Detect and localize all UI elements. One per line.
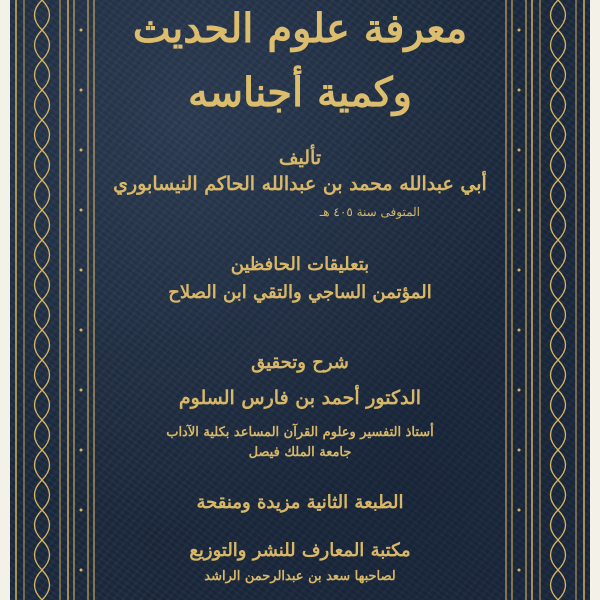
edition-statement: الطبعة الثانية مزيدة ومنقحة bbox=[196, 492, 404, 513]
cover-text bbox=[100, 0, 500, 600]
editor-name: الدكتور أحمد بن فارس السلوم bbox=[178, 387, 422, 409]
authored-by-label: تأليف bbox=[278, 147, 322, 169]
university-name: جامعة الملك فيصل bbox=[248, 445, 352, 460]
book-title-line-1: معرفة علوم الحديث bbox=[132, 5, 468, 52]
book-title-line-2: وكمية أجناسه bbox=[188, 69, 412, 116]
annotators-names: المؤتمن الساجي والتقي ابن الصلاح bbox=[168, 282, 432, 303]
publisher-owner: لصاحبها سعد بن عبدالرحمن الراشد bbox=[204, 569, 396, 584]
annotations-label: بتعليقات الحافظين bbox=[230, 254, 370, 275]
author-name: أبي عبدالله محمد بن عبدالله الحاكم النيسابوري bbox=[113, 173, 487, 195]
editor-position: أستاذ التفسير وعلوم القرآن المساعد بكلية الآداب bbox=[166, 425, 434, 440]
commentary-label: شرح وتحقيق bbox=[251, 352, 349, 373]
publisher-name: مكتبة المعارف للنشر والتوزيع bbox=[189, 540, 411, 561]
author-death-year: المتوفى سنة ٤٠٥ هـ bbox=[319, 205, 420, 219]
